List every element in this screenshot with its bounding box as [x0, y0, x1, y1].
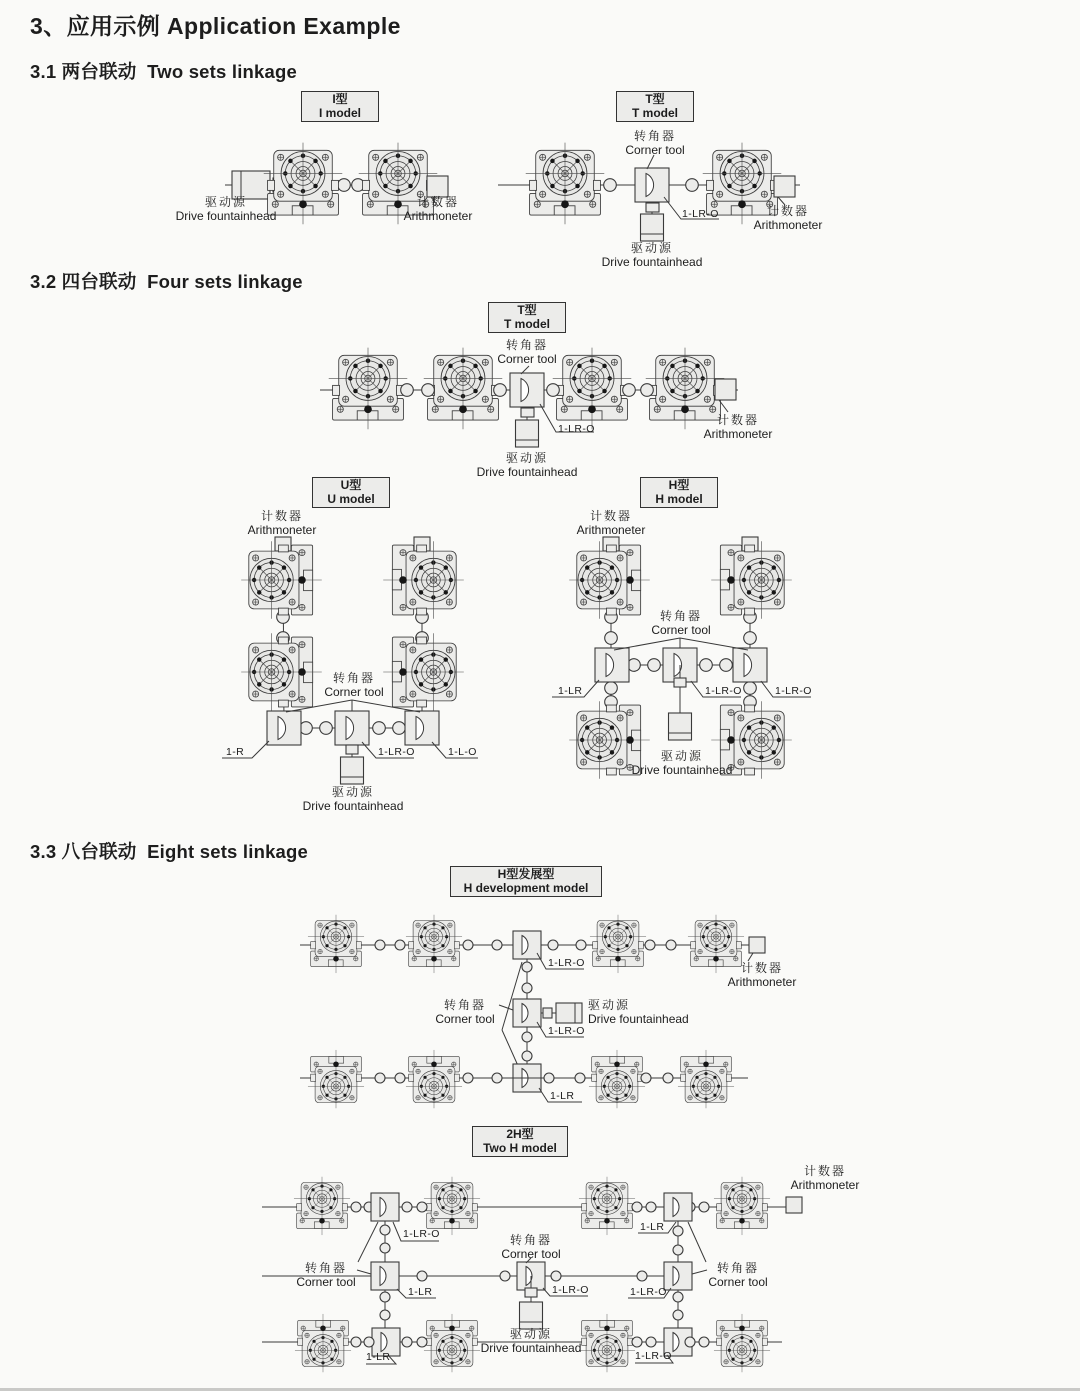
drive-source-label-zh: 驱动源 — [660, 749, 704, 763]
coupling — [646, 1337, 656, 1347]
code-1-lr-o: 1-LR-O — [378, 746, 415, 758]
counter-label-en: Arithmoneter — [247, 522, 317, 537]
section-heading-3-3: 3.3 八台联动 Eight sets linkage — [30, 841, 309, 862]
counter-label-zh: 计数器 — [589, 509, 633, 523]
model-box-u-en: U model — [327, 491, 375, 506]
indexer-unit — [308, 1050, 364, 1108]
section-heading-3-2: 3.2 四台联动 Four sets linkage — [30, 271, 303, 292]
indexer-unit — [406, 915, 462, 973]
counter-label — [248, 510, 317, 537]
coupling — [673, 1292, 683, 1302]
page-title: 3、应用示例 Application Example — [30, 13, 401, 39]
drive-motor — [669, 713, 692, 740]
code-1-lr-o: 1-LR-O — [403, 1228, 440, 1240]
drive-source-label — [602, 242, 703, 269]
drive-motor — [556, 1003, 582, 1023]
drive-source-label-en: Drive fountainhead — [302, 798, 404, 813]
code-1-lr: 1-LR — [558, 685, 583, 697]
coupling — [686, 179, 699, 192]
counter-label-zh: 计数器 — [260, 509, 304, 523]
coupling — [395, 1073, 405, 1083]
drive-source-label — [176, 196, 277, 223]
coupling — [637, 1271, 647, 1281]
coupling — [402, 1202, 412, 1212]
model-box-t4-zh: T型 — [517, 303, 537, 317]
shaft-coupler — [525, 1288, 537, 1297]
drive-source-label — [303, 786, 404, 813]
drive-source-label — [632, 750, 733, 777]
coupling — [375, 940, 385, 950]
shaft-coupler — [521, 408, 534, 417]
drive-motor — [516, 420, 539, 447]
coupling — [417, 1202, 427, 1212]
model-box-twoh-zh: 2H型 — [506, 1127, 534, 1141]
counter-label-zh: 计数器 — [803, 1164, 847, 1178]
coupling — [463, 1073, 473, 1083]
model-box-hdev-zh: H型发展型 — [497, 867, 555, 881]
coupling — [623, 384, 636, 397]
drive-source-label-zh: 驱动源 — [331, 785, 375, 799]
coupling — [380, 1310, 390, 1320]
indexer-unit — [579, 1314, 635, 1372]
coupling — [494, 384, 507, 397]
model-box-t4 — [488, 302, 566, 333]
coupling — [492, 940, 502, 950]
corner-tool-label — [435, 999, 494, 1026]
diagram-h-model — [552, 537, 811, 779]
coupling — [380, 1225, 390, 1235]
coupling — [351, 1202, 361, 1212]
coupling — [641, 1073, 651, 1083]
coupling — [685, 1337, 695, 1347]
coupling — [547, 384, 560, 397]
diagram-u-model — [222, 537, 478, 784]
coupling — [522, 962, 532, 972]
coupling — [646, 1202, 656, 1212]
corner-tool-label — [708, 1262, 767, 1289]
code-1-lr-o: 1-LR-O — [548, 1025, 585, 1037]
drive-source-label-en: Drive fountainhead — [588, 1011, 689, 1026]
counter-label — [754, 205, 823, 232]
corner-tool-label-zh: 转角器 — [509, 1233, 552, 1247]
drive-source-label-zh: 驱动源 — [204, 195, 248, 209]
indexer-unit — [579, 1177, 635, 1235]
code-1-lr: 1-LR — [408, 1286, 433, 1298]
corner-tool-label-zh: 转角器 — [505, 338, 548, 352]
model-box-h-en: H model — [655, 491, 703, 506]
code-1-lr-o: 1-LR-O — [775, 685, 812, 697]
counter-label — [404, 196, 473, 223]
indexer-unit — [714, 1177, 770, 1235]
model-box-u-zh: U型 — [340, 478, 362, 492]
model-box-h — [640, 477, 718, 508]
indexer-unit — [424, 1177, 480, 1235]
counter-label — [704, 414, 773, 441]
drive-source-label-zh: 驱动源 — [505, 451, 549, 465]
indexer-unit — [308, 915, 364, 973]
counter-box — [786, 1197, 802, 1213]
coupling — [417, 1271, 427, 1281]
drive-source-label-zh: 驱动源 — [588, 998, 631, 1012]
drive-source-label-en: Drive fountainhead — [175, 208, 277, 223]
corner-tool — [664, 1262, 692, 1290]
corner-tool — [267, 711, 301, 745]
corner-tool-label-en: Corner tool — [324, 684, 384, 699]
model-box-i — [301, 91, 379, 122]
model-box-t4-en: T model — [503, 316, 550, 331]
drive-motor — [520, 1302, 543, 1329]
corner-tool — [510, 373, 544, 407]
coupling — [380, 1243, 390, 1253]
indexer-unit — [295, 1314, 351, 1372]
coupling — [744, 632, 757, 645]
coupling — [720, 659, 733, 672]
indexer-unit — [678, 1050, 734, 1108]
drive-source-label-zh: 驱动源 — [509, 1327, 553, 1341]
counter-label-zh: 计数器 — [740, 961, 784, 975]
model-box-h-zh: H型 — [668, 478, 690, 492]
drive-source-label-zh: 驱动源 — [630, 241, 674, 255]
corner-tool-label-en: Corner tool — [501, 1246, 561, 1261]
corner-tool — [405, 711, 439, 745]
coupling — [373, 722, 386, 735]
coupling — [605, 632, 618, 645]
coupling — [401, 384, 414, 397]
indexer-unit — [589, 1050, 645, 1108]
coupling — [522, 1032, 532, 1042]
coupling — [402, 1337, 412, 1347]
corner-tool-label — [625, 130, 684, 157]
coupling — [395, 940, 405, 950]
coupling — [492, 1073, 502, 1083]
drive-source-label-en: Drive fountainhead — [601, 254, 703, 269]
coupling — [380, 1292, 390, 1302]
coupling — [422, 384, 435, 397]
coupling — [364, 1337, 374, 1347]
corner-tool-label-en: Corner tool — [497, 351, 557, 366]
coupling — [673, 1226, 683, 1236]
corner-tool-label-en: Corner tool — [296, 1274, 356, 1289]
indexer-unit — [329, 348, 408, 430]
corner-tool-label-zh: 转角器 — [304, 1261, 347, 1275]
corner-tool-label-zh: 转角器 — [716, 1261, 759, 1275]
code-1-l-o: 1-L-O — [448, 746, 477, 758]
coupling — [375, 1073, 385, 1083]
corner-tool-label-zh: 转角器 — [659, 609, 702, 623]
corner-tool — [371, 1193, 399, 1221]
indexer-unit — [711, 541, 792, 619]
diagram-h-development — [300, 915, 765, 1109]
code-1-lr: 1-LR — [640, 1221, 665, 1233]
coupling — [744, 682, 757, 695]
indexer-unit — [714, 1314, 770, 1372]
counter-box — [748, 937, 765, 961]
drive-motor — [341, 757, 364, 784]
coupling — [632, 1337, 642, 1347]
code-1-lr: 1-LR — [550, 1090, 575, 1102]
model-box-t-zh: T型 — [645, 92, 665, 106]
shaft-coupler — [674, 678, 686, 687]
indexer-unit — [424, 348, 503, 430]
coupling — [417, 1337, 427, 1347]
corner-tool — [335, 711, 369, 745]
counter-label-en: Arithmoneter — [403, 208, 473, 223]
coupling — [666, 940, 676, 950]
coupling — [551, 1271, 561, 1281]
counter-label-en: Arithmoneter — [727, 974, 797, 989]
indexer-unit — [383, 541, 464, 619]
corner-tool-label — [501, 1234, 560, 1261]
model-box-twoh-en: Two H model — [483, 1140, 557, 1155]
shaft-coupler — [646, 203, 659, 212]
code-1-lr-o: 1-LR-O — [682, 208, 719, 220]
coupling — [393, 722, 406, 735]
coupling — [575, 1073, 585, 1083]
counter-label-zh: 计数器 — [766, 204, 810, 218]
model-box-i-en: I model — [318, 105, 361, 120]
coupling — [645, 940, 655, 950]
drive-source-label — [588, 999, 689, 1026]
model-box-u — [312, 477, 390, 508]
drive-motor — [641, 214, 664, 241]
indexer-unit — [294, 1177, 350, 1235]
drive-source-label-en: Drive fountainhead — [480, 1340, 582, 1355]
corner-tool-label-zh: 转角器 — [443, 998, 486, 1012]
coupling — [673, 1245, 683, 1255]
indexer-unit — [569, 541, 650, 619]
drive-source-label-en: Drive fountainhead — [476, 464, 578, 479]
indexer-unit — [241, 541, 322, 619]
coupling — [576, 940, 586, 950]
model-box-t — [616, 91, 694, 122]
coupling — [604, 179, 617, 192]
coupling — [648, 659, 661, 672]
indexer-unit — [590, 915, 646, 973]
corner-tool — [513, 999, 541, 1027]
corner-tool-label-en: Corner tool — [708, 1274, 768, 1289]
counter-label-en: Arithmoneter — [703, 426, 773, 441]
counter-label — [728, 962, 797, 989]
coupling — [699, 1337, 709, 1347]
indexer-unit — [526, 143, 605, 225]
code-1-lr-o: 1-LR-O — [705, 685, 742, 697]
coupling — [700, 659, 713, 672]
coupling — [463, 940, 473, 950]
counter-label-zh: 计数器 — [716, 413, 760, 427]
coupling — [628, 659, 641, 672]
model-box-twoh — [472, 1126, 568, 1157]
corner-tool-label — [324, 672, 383, 699]
corner-tool-label — [651, 610, 710, 637]
coupling — [320, 722, 333, 735]
corner-tool-label — [296, 1262, 355, 1289]
corner-tool-label-zh: 转角器 — [633, 129, 676, 143]
code-1-lr: 1-LR — [366, 1351, 391, 1363]
model-box-hdev-en: H development model — [463, 880, 589, 895]
shaft-coupler — [346, 745, 358, 754]
code-1-lr-o: 1-LR-O — [552, 1284, 589, 1296]
indexer-unit — [241, 633, 322, 711]
code-1-lr-o: 1-LR-O — [635, 1350, 672, 1362]
counter-label-en: Arithmoneter — [753, 217, 823, 232]
corner-tool — [371, 1262, 399, 1290]
coupling — [522, 1051, 532, 1061]
model-box-t-en: T model — [631, 105, 678, 120]
corner-tool-label-en: Corner tool — [435, 1011, 495, 1026]
shaft-coupler — [543, 1008, 552, 1018]
corner-tool-label-en: Corner tool — [625, 142, 685, 157]
counter-label-zh: 计数器 — [416, 195, 460, 209]
corner-tool — [513, 931, 541, 959]
corner-tool — [635, 168, 669, 202]
code-1-lr-o: 1-LR-O — [630, 1286, 667, 1298]
coupling — [351, 1337, 361, 1347]
indexer-unit — [553, 348, 632, 430]
corner-tool — [595, 648, 629, 682]
indexer-unit — [406, 1050, 462, 1108]
code-1-lr-o: 1-LR-O — [548, 957, 585, 969]
coupling — [544, 1073, 554, 1083]
coupling — [548, 940, 558, 950]
indexer-unit — [383, 633, 464, 711]
coupling — [300, 722, 313, 735]
code-1-r: 1-R — [226, 746, 245, 758]
coupling — [663, 1073, 673, 1083]
drive-source-label — [477, 452, 578, 479]
model-box-i-zh: I型 — [332, 92, 348, 106]
corner-tool — [733, 648, 767, 682]
coupling — [522, 983, 532, 993]
counter-label-en: Arithmoneter — [790, 1177, 860, 1192]
corner-tool-label — [497, 339, 556, 366]
model-box-hdev — [450, 866, 602, 897]
coupling — [699, 1202, 709, 1212]
indexer-unit — [424, 1314, 480, 1372]
coupling — [338, 179, 351, 192]
coupling — [632, 1202, 642, 1212]
corner-tool-label-zh: 转角器 — [332, 671, 375, 685]
code-1-lr-o: 1-LR-O — [558, 423, 595, 435]
corner-tool-label-en: Corner tool — [651, 622, 711, 637]
section-heading-3-1: 3.1 两台联动 Two sets linkage — [30, 61, 298, 82]
drive-source-label-en: Drive fountainhead — [631, 762, 733, 777]
counter-label — [577, 510, 646, 537]
counter-label-en: Arithmoneter — [576, 522, 646, 537]
coupling — [605, 682, 618, 695]
coupling — [673, 1310, 683, 1320]
corner-tool — [664, 1193, 692, 1221]
drive-source-label — [481, 1328, 582, 1355]
counter-label — [791, 1165, 860, 1192]
coupling — [641, 384, 654, 397]
coupling — [500, 1271, 510, 1281]
